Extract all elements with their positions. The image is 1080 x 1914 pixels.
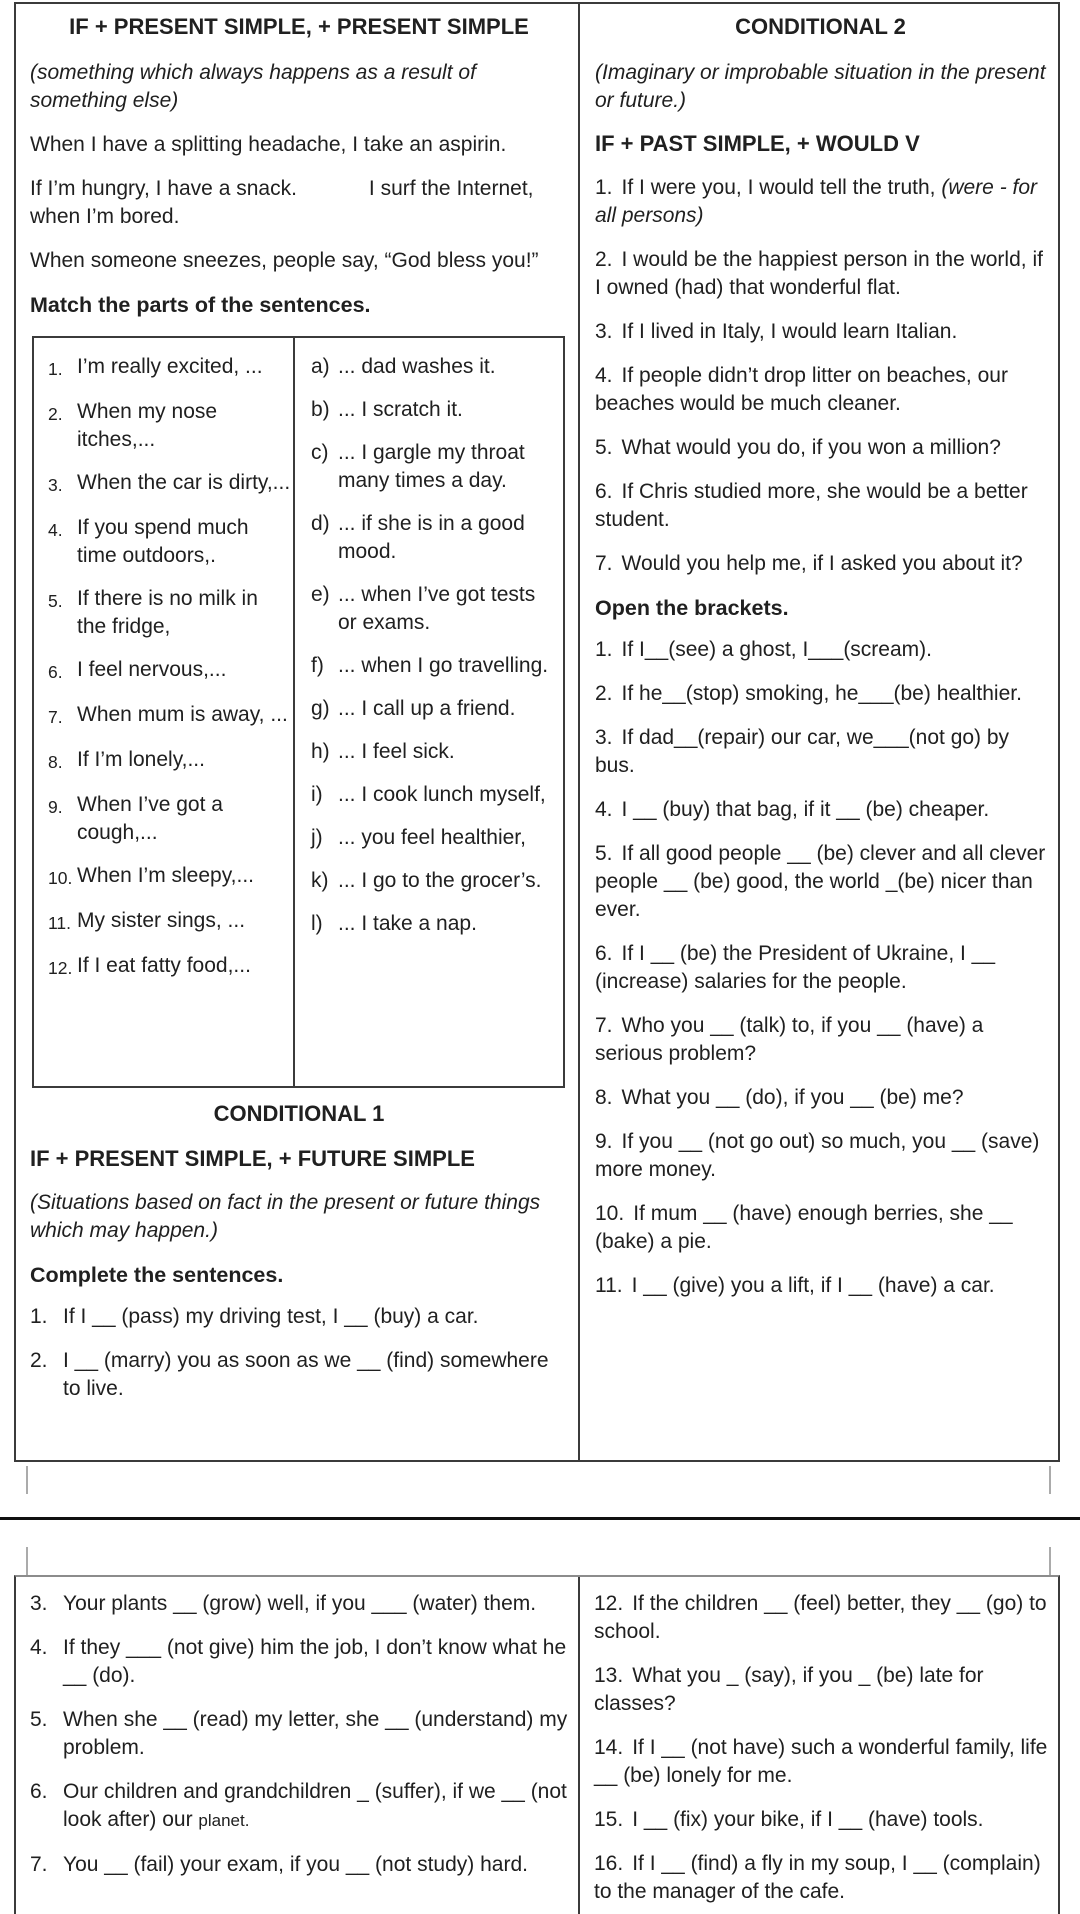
match-option <box>304 867 559 895</box>
match-item-text: When the car is dirty,... <box>77 471 291 494</box>
item-text: Who you __ (talk) to, if you __ (have) a serious problem? <box>595 1014 984 1065</box>
crop-mark <box>1049 1466 1051 1494</box>
item-text: You __ (fail) your exam, if you __ (not study) hard. <box>63 1853 528 1876</box>
item-text: If he__(stop) smoking, he___(be) healthier. <box>621 682 1022 705</box>
example-sentence: When I have a splitting headache, I take an aspirin. <box>30 133 507 156</box>
item-number: 7. <box>30 1853 48 1876</box>
item-text: I __ (fix) your bike, if I __ (have) tools. <box>632 1808 984 1831</box>
zero-conditional-note: (something which always happens as a result of something else) <box>30 61 476 112</box>
exercise-item <box>594 1806 1048 1834</box>
match-option-text: ... when I’ve got tests or exams. <box>338 583 536 634</box>
match-option <box>304 652 559 680</box>
item-text: If I __ (not have) such a wonderful family, life __ (be) lonely for me. <box>594 1736 1048 1787</box>
item-text: If mum __ (have) enough berries, she __ (bake) a pie. <box>595 1202 1013 1253</box>
complete-items-list <box>30 1303 568 1403</box>
match-item <box>41 514 291 570</box>
item-number: 1. <box>595 638 613 661</box>
item-text: I __ (give) you a lift, if I __ (have) a car. <box>631 1274 995 1297</box>
match-option <box>304 396 559 424</box>
exercise-item <box>30 1634 570 1690</box>
match-option-text: ... I scratch it. <box>338 398 463 421</box>
match-table <box>32 336 565 1088</box>
match-option <box>304 781 559 809</box>
crop-mark <box>1049 1547 1051 1575</box>
match-item-text: I’m really excited, ... <box>77 355 263 378</box>
match-exercise-heading: Match the parts of the sentences. <box>30 293 371 317</box>
open-brackets-heading: Open the brackets. <box>595 596 789 620</box>
example-text: I would be the happiest person in the world, if I owned (had) that wonderful flat. <box>595 248 1043 299</box>
item-number: 14. <box>594 1736 624 1759</box>
item-number: 3. <box>595 726 613 749</box>
item-number: 11. <box>595 1274 623 1297</box>
match-option-text: ... you feel healthier, <box>338 826 526 849</box>
item-number: 13. <box>594 1664 624 1687</box>
match-option-letter: c) <box>311 441 329 464</box>
conditional2-example <box>595 246 1046 302</box>
item-number: 8. <box>595 1086 613 1109</box>
item-text: Our children and grandchildren _ (suffer), if we __ (not look after) our <box>63 1780 567 1831</box>
item-number: 5. <box>30 1708 48 1731</box>
complete-item <box>30 1347 568 1403</box>
match-item-number: 9. <box>48 797 63 817</box>
match-option <box>304 510 559 566</box>
item-small-tail: planet. <box>198 1811 250 1830</box>
complete-item-text: If I __ (pass) my driving test, I __ (buy) a car. <box>63 1305 479 1328</box>
item-text: If I __ (find) a fly in my soup, I __ (complain) to the manager of the cafe. <box>594 1852 1041 1903</box>
open-brackets-item <box>595 636 1046 664</box>
item-number: 12. <box>594 1592 624 1615</box>
match-item-text: If I’m lonely,... <box>77 748 205 771</box>
match-item-text: If I eat fatty food,... <box>77 954 251 977</box>
example-number: 2. <box>595 248 613 271</box>
item-text: If dad__(repair) our car, we___(not go) by bus. <box>595 726 1010 777</box>
exercise-item <box>30 1778 570 1835</box>
match-option-text: ... I take a nap. <box>338 912 477 935</box>
item-number: 9. <box>595 1130 613 1153</box>
example-text: If people didn’t drop litter on beaches, our beaches would be much cleaner. <box>595 364 1008 415</box>
page2-grammar-table <box>14 1575 1060 1914</box>
match-item-number: 6. <box>48 662 63 682</box>
example-sentence: When someone sneezes, people say, “God bless you!” <box>30 249 539 272</box>
match-item <box>41 907 291 937</box>
item-number: 4. <box>595 798 613 821</box>
example-italic-tail: (were - for all persons) <box>595 176 1038 227</box>
open-brackets-item <box>595 840 1046 924</box>
item-text: Your plants __ (grow) well, if you ___ (water) them. <box>63 1592 537 1615</box>
conditional2-title: CONDITIONAL 2 <box>735 14 906 39</box>
example-number: 6. <box>595 480 613 503</box>
match-item-text: I feel nervous,... <box>77 658 227 681</box>
example-number: 1. <box>595 176 613 199</box>
open-brackets-item <box>595 724 1046 780</box>
match-item-number: 4. <box>48 520 63 540</box>
item-number: 5. <box>595 842 613 865</box>
match-item <box>41 353 291 383</box>
item-number: 2. <box>595 682 613 705</box>
exercise-item <box>30 1851 570 1879</box>
conditional2-example <box>595 362 1046 418</box>
exercise-item <box>594 1734 1048 1790</box>
match-option <box>304 695 559 723</box>
example-text: If I lived in Italy, I would learn Italian. <box>621 320 958 343</box>
match-table-numbered-column <box>34 338 295 1086</box>
example-text: Would you help me, if I asked you about it? <box>621 552 1023 575</box>
item-text: If the children __ (feel) better, they __ (go) to school. <box>594 1592 1047 1643</box>
match-item-text: When I’m sleepy,... <box>77 864 255 887</box>
item-text: If they ___ (not give) him the job, I don’t know what he __ (do). <box>63 1636 567 1687</box>
item-text: If all good people __ (be) clever and all clever people __ (be) good, the world _(be) nicer than ever. <box>595 842 1046 921</box>
match-item <box>41 469 291 499</box>
item-number: 6. <box>595 942 613 965</box>
exercise-item <box>594 1850 1048 1906</box>
match-option-letter: b) <box>311 398 330 421</box>
example-number: 3. <box>595 320 613 343</box>
conditional2-example <box>595 318 1046 346</box>
conditional2-example <box>595 174 1046 230</box>
match-option-letter: f) <box>311 654 324 677</box>
item-text: What you __ (do), if you __ (be) me? <box>621 1086 964 1109</box>
match-option-letter: j) <box>311 826 323 849</box>
conditional2-examples-list <box>595 174 1046 578</box>
match-option-letter: g) <box>311 697 330 720</box>
complete-item-number: 1. <box>30 1305 48 1328</box>
item-number: 16. <box>594 1852 624 1875</box>
crop-mark <box>26 1466 28 1494</box>
open-brackets-item <box>595 1200 1046 1256</box>
complete-item-number: 2. <box>30 1349 48 1372</box>
match-option <box>304 824 559 852</box>
match-option <box>304 581 559 637</box>
match-option-letter: k) <box>311 869 329 892</box>
open-brackets-item <box>595 680 1046 708</box>
page1-grammar-table <box>14 2 1060 1462</box>
match-item-number: 8. <box>48 752 63 772</box>
example-sentence-pair <box>30 175 568 231</box>
match-item-text: If you spend much time outdoors,. <box>77 516 249 567</box>
match-option <box>304 738 559 766</box>
example-number: 5. <box>595 436 613 459</box>
match-item <box>41 791 291 847</box>
conditional1-formula: IF + PRESENT SIMPLE, + FUTURE SIMPLE <box>30 1146 475 1171</box>
zero-conditional-column <box>16 4 580 1460</box>
item-number: 4. <box>30 1636 48 1659</box>
item-text: If I __ (be) the President of Ukraine, I __ (increase) salaries for the people. <box>595 942 996 993</box>
example-text: What would you do, if you won a million? <box>621 436 1001 459</box>
conditional2-example <box>595 434 1046 462</box>
crop-mark <box>26 1547 28 1575</box>
match-item-number: 5. <box>48 591 63 611</box>
open-brackets-list <box>595 636 1046 1300</box>
match-option-letter: l) <box>311 912 323 935</box>
match-item-number: 12. <box>48 958 73 978</box>
complete-item <box>30 1303 568 1331</box>
item-text: What you _ (say), if you _ (be) late for classes? <box>594 1664 984 1715</box>
match-item <box>41 746 291 776</box>
exercise-item <box>30 1590 570 1618</box>
complete-item-text: I __ (marry) you as soon as we __ (find) somewhere to live. <box>63 1349 549 1400</box>
item-text: When she __ (read) my letter, she __ (understand) my problem. <box>63 1708 568 1759</box>
conditional1-title: CONDITIONAL 1 <box>213 1101 385 1126</box>
match-option-text: ... I feel sick. <box>338 740 455 763</box>
match-item <box>41 952 291 982</box>
example-text: If Chris studied more, she would be a better student. <box>595 480 1028 531</box>
match-option-letter: a) <box>311 355 330 378</box>
match-item-number: 11. <box>48 913 72 933</box>
match-item-text: If there is no milk in the fridge, <box>77 587 258 638</box>
conditional1-note: (Situations based on fact in the present or future things which may happen.) <box>30 1191 541 1242</box>
open-brackets-item <box>595 796 1046 824</box>
page2-left-column <box>16 1577 580 1914</box>
item-text: I __ (buy) that bag, if it __ (be) cheaper. <box>621 798 990 821</box>
match-item-number: 7. <box>48 707 63 727</box>
item-number: 15. <box>594 1808 624 1831</box>
item-number: 7. <box>595 1014 613 1037</box>
page2-right-column <box>580 1577 1058 1914</box>
match-option-text: ... when I go travelling. <box>338 654 549 677</box>
page-break-line <box>0 1517 1080 1520</box>
match-option-text: ... if she is in a good mood. <box>338 512 525 563</box>
item-number: 6. <box>30 1780 48 1803</box>
complete-exercise-heading: Complete the sentences. <box>30 1263 284 1287</box>
example-text: If I were you, I would tell the truth, <box>621 176 942 199</box>
match-item <box>41 656 291 686</box>
example-number: 4. <box>595 364 613 387</box>
exercise-item <box>594 1590 1048 1646</box>
match-item-number: 10. <box>48 868 73 888</box>
match-option-letter: e) <box>311 583 330 606</box>
open-brackets-item <box>595 1084 1046 1112</box>
item-text: If I__(see) a ghost, I___(scream). <box>621 638 932 661</box>
match-item <box>41 862 291 892</box>
zero-conditional-title: IF + PRESENT SIMPLE, + PRESENT SIMPLE <box>69 14 529 39</box>
match-option <box>304 353 559 381</box>
example-part-b: I surf the Internet, when I’m bored. <box>30 177 534 228</box>
match-item <box>41 701 291 731</box>
match-option-text: ... dad washes it. <box>338 355 496 378</box>
match-item-text: My sister sings, ... <box>77 909 246 932</box>
match-item-text: When my nose itches,... <box>77 400 218 451</box>
match-option-letter: d) <box>311 512 330 535</box>
match-option <box>304 439 559 495</box>
match-item-text: When mum is away, ... <box>77 703 288 726</box>
conditional2-formula: IF + PAST SIMPLE, + WOULD V <box>595 131 920 156</box>
item-number: 3. <box>30 1592 48 1615</box>
conditional2-example <box>595 478 1046 534</box>
item-text: If you __ (not go out) so much, you __ (save) more money. <box>595 1130 1040 1181</box>
example-number: 7. <box>595 552 613 575</box>
open-brackets-item <box>595 1012 1046 1068</box>
conditional2-note: (Imaginary or improbable situation in the present or future.) <box>595 61 1046 112</box>
conditional2-column <box>580 4 1058 1460</box>
match-table-lettered-column <box>295 338 563 1086</box>
exercise-item <box>30 1706 570 1762</box>
match-item-number: 3. <box>48 475 63 495</box>
match-option-letter: i) <box>311 783 323 806</box>
match-option-text: ... I cook lunch myself, <box>338 783 546 806</box>
conditional2-example <box>595 550 1046 578</box>
open-brackets-item <box>595 940 1046 996</box>
match-item <box>41 398 291 454</box>
match-item <box>41 585 291 641</box>
match-item-number: 1. <box>48 359 63 379</box>
open-brackets-item <box>595 1128 1046 1184</box>
match-item-text: When I’ve got a cough,... <box>77 793 223 844</box>
match-item-number: 2. <box>48 404 63 424</box>
match-option-text: ... I gargle my throat many times a day. <box>338 441 525 492</box>
match-option-text: ... I call up a friend. <box>338 697 516 720</box>
exercise-item <box>594 1662 1048 1718</box>
open-brackets-item <box>595 1272 1046 1300</box>
match-option <box>304 910 559 938</box>
match-option-text: ... I go to the grocer’s. <box>338 869 542 892</box>
match-option-letter: h) <box>311 740 330 763</box>
example-part-a: If I’m hungry, I have a snack. <box>30 177 297 200</box>
item-number: 10. <box>595 1202 625 1225</box>
